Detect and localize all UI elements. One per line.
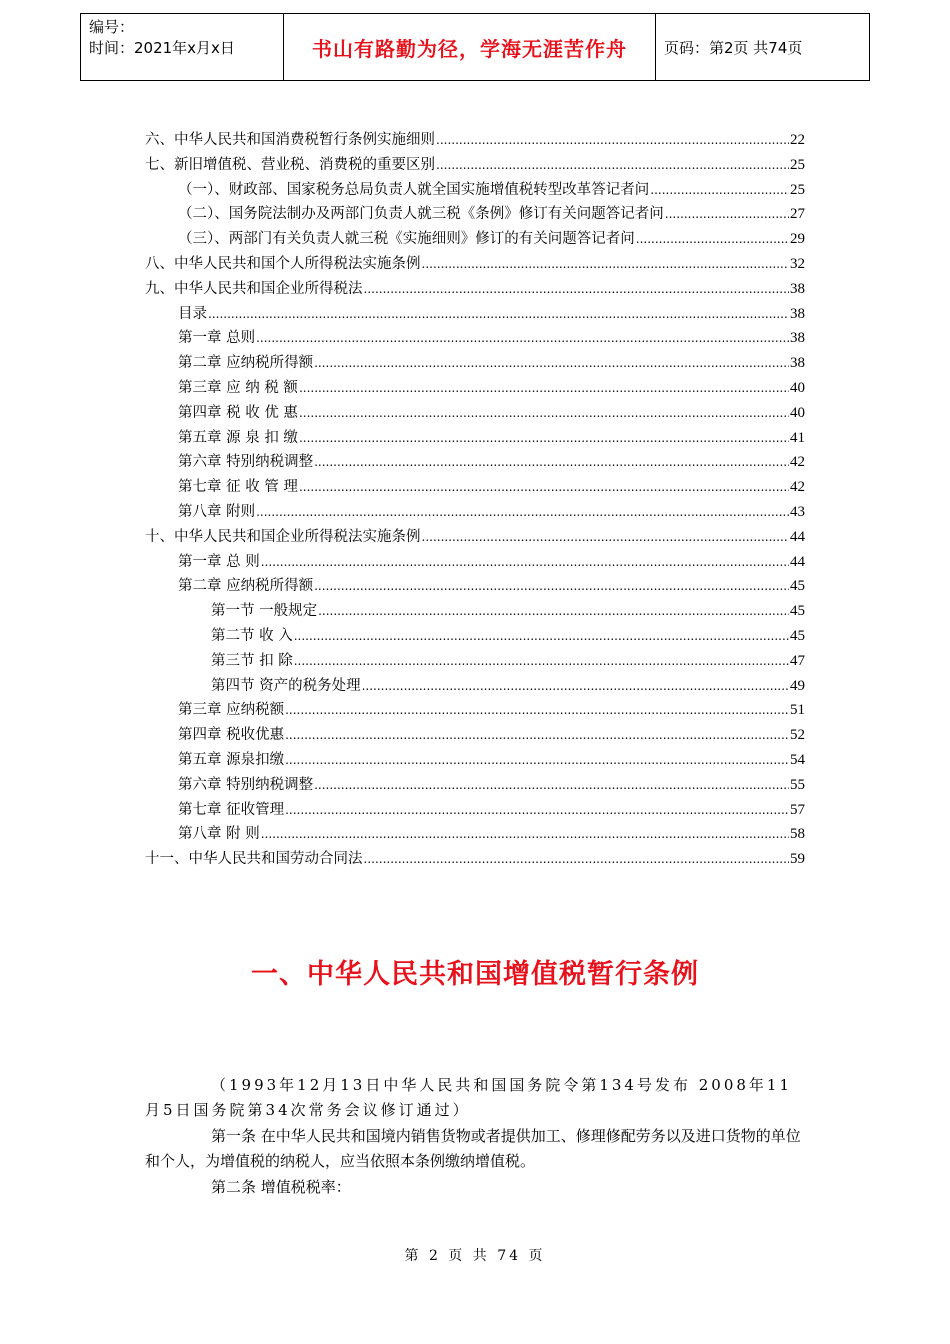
toc-entry-title: 第七章 征 收 管 理 — [178, 479, 298, 496]
toc-leader-dots — [285, 798, 789, 823]
toc-leader-dots — [299, 401, 789, 426]
toc-leader-dots — [636, 227, 789, 252]
toc-entry-page: 32 — [790, 255, 805, 272]
toc-leader-dots — [256, 500, 789, 525]
toc-leader-dots — [256, 326, 789, 351]
toc-entry-title: 第八章 附则 — [178, 503, 256, 520]
toc-leader-dots — [665, 202, 789, 227]
toc-entry-title: （一）、财政部、国家税务总局负责人就全国实施增值税转型改革答记者问 — [178, 181, 650, 198]
toc-leader-dots — [294, 624, 789, 649]
toc-leader-dots — [422, 525, 790, 550]
toc-entry-page: 38 — [790, 355, 805, 372]
toc-entry-page: 40 — [790, 379, 805, 396]
toc-entry-page: 57 — [790, 801, 805, 818]
toc-leader-dots — [261, 550, 789, 575]
toc-entry[interactable] — [145, 525, 805, 550]
toc-entry-title: 第六章 特别纳税调整 — [178, 454, 314, 471]
toc-entry-title: 第七章 征收管理 — [178, 801, 285, 818]
toc-entry-title: 第五章 源泉扣缴 — [178, 751, 285, 768]
toc-leader-dots — [436, 153, 789, 178]
toc-entry-page: 43 — [790, 503, 805, 520]
toc-entry[interactable] — [145, 351, 805, 376]
toc-entry[interactable] — [145, 599, 805, 624]
toc-leader-dots — [314, 351, 789, 376]
toc-entry[interactable] — [145, 227, 805, 252]
toc-entry-page: 40 — [790, 404, 805, 421]
table-of-contents — [145, 128, 805, 872]
time-label: 时间：2021年x月x日 — [89, 39, 235, 57]
toc-entry-title: 第四章 税收优惠 — [178, 727, 285, 744]
toc-leader-dots — [285, 698, 789, 723]
section-title: 一、中华人民共和国增值税暂行条例 — [251, 959, 699, 990]
toc-entry[interactable] — [145, 574, 805, 599]
toc-entry-title: 第一节 一般规定 — [211, 603, 318, 620]
toc-entry[interactable] — [145, 401, 805, 426]
promulgation-note: （1993年12月13日中华人民共和国国务院令第134号发布 2008年11月5日国务院第34次常务会议修订通过） — [145, 1076, 793, 1119]
toc-entry[interactable] — [145, 153, 805, 178]
toc-entry-title: 九、中华人民共和国企业所得税法 — [145, 280, 363, 297]
page-footer: 第 2 页 共 74 页 — [404, 1248, 546, 1264]
toc-leader-dots — [294, 649, 789, 674]
toc-entry-title: 第三节 扣 除 — [211, 652, 293, 669]
toc-entry-title: 第一章 总则 — [178, 330, 256, 347]
toc-entry-page: 27 — [790, 206, 805, 223]
toc-entry[interactable] — [145, 326, 805, 351]
toc-entry-page: 54 — [790, 751, 805, 768]
toc-leader-dots — [285, 723, 789, 748]
toc-entry-title: 第三章 应 纳 税 额 — [178, 379, 298, 396]
toc-entry[interactable] — [145, 426, 805, 451]
toc-entry-title: 第四节 资产的税务处理 — [211, 677, 361, 694]
toc-leader-dots — [364, 277, 790, 302]
toc-entry-title: 八、中华人民共和国个人所得税法实施条例 — [145, 255, 421, 272]
toc-entry-page: 38 — [790, 305, 805, 322]
toc-entry[interactable] — [145, 178, 805, 203]
toc-entry-page: 58 — [790, 826, 805, 843]
toc-entry[interactable] — [145, 475, 805, 500]
toc-leader-dots — [364, 847, 790, 872]
header-motto: 书山有路勤为径，学海无涯苦作舟 — [284, 14, 656, 80]
toc-entry-page: 51 — [790, 702, 805, 719]
page-header — [80, 13, 870, 81]
toc-entry[interactable] — [145, 798, 805, 823]
toc-leader-dots — [314, 773, 789, 798]
toc-entry-title: 目录 — [178, 305, 207, 322]
toc-entry[interactable] — [145, 302, 805, 327]
toc-leader-dots — [362, 674, 789, 699]
toc-entry-page: 42 — [790, 454, 805, 471]
toc-leader-dots — [650, 178, 789, 203]
toc-entry-page: 38 — [790, 280, 805, 297]
toc-entry-title: 第六章 特别纳税调整 — [178, 776, 314, 793]
toc-entry[interactable] — [145, 674, 805, 699]
toc-entry-page: 45 — [790, 603, 805, 620]
toc-entry-title: 第四章 税 收 优 惠 — [178, 404, 298, 421]
toc-entry-page: 38 — [790, 330, 805, 347]
toc-entry[interactable] — [145, 450, 805, 475]
toc-entry[interactable] — [145, 252, 805, 277]
toc-entry-title: 第二章 应纳税所得额 — [178, 578, 314, 595]
toc-entry-page: 55 — [790, 776, 805, 793]
toc-leader-dots — [299, 376, 789, 401]
toc-leader-dots — [261, 822, 789, 847]
toc-entry-title: 十一、中华人民共和国劳动合同法 — [145, 851, 363, 868]
toc-leader-dots — [318, 599, 789, 624]
toc-entry[interactable] — [145, 376, 805, 401]
toc-entry[interactable] — [145, 748, 805, 773]
toc-entry[interactable] — [145, 128, 805, 153]
toc-entry-page: 25 — [790, 181, 805, 198]
toc-entry-title: 第八章 附 则 — [178, 826, 260, 843]
toc-entry-title: （三）、两部门有关负责人就三税《实施细则》修订的有关问题答记者问 — [178, 231, 635, 248]
toc-entry[interactable] — [145, 624, 805, 649]
toc-entry[interactable] — [145, 822, 805, 847]
toc-leader-dots — [285, 748, 789, 773]
toc-entry[interactable] — [145, 649, 805, 674]
toc-entry-title: 第二章 应纳税所得额 — [178, 355, 314, 372]
toc-entry[interactable] — [145, 698, 805, 723]
article-1: 第一条 在中华人民共和国境内销售货物或者提供加工、修理修配劳务以及进口货物的单位和个人，为增值税的纳税人，应当依照本条例缴纳增值税。 — [145, 1127, 801, 1170]
toc-entry-page: 25 — [790, 156, 805, 173]
toc-entry[interactable] — [145, 723, 805, 748]
toc-entry-page: 44 — [790, 553, 805, 570]
toc-entry-title: 第五章 源 泉 扣 缴 — [178, 429, 298, 446]
toc-entry-page: 47 — [790, 652, 805, 669]
toc-entry-page: 42 — [790, 479, 805, 496]
number-label: 编号： — [89, 18, 135, 36]
toc-entry[interactable] — [145, 773, 805, 798]
article-2: 第二条 增值税税率： — [211, 1178, 351, 1196]
toc-entry[interactable] — [145, 277, 805, 302]
header-meta — [81, 14, 284, 80]
toc-entry-page: 45 — [790, 578, 805, 595]
toc-entry[interactable] — [145, 550, 805, 575]
toc-entry-page: 41 — [790, 429, 805, 446]
toc-entry-title: 第二节 收 入 — [211, 627, 293, 644]
toc-entry[interactable] — [145, 202, 805, 227]
toc-leader-dots — [299, 475, 789, 500]
toc-entry-page: 44 — [790, 528, 805, 545]
toc-entry[interactable] — [145, 500, 805, 525]
toc-entry-page: 22 — [790, 132, 805, 148]
toc-leader-dots — [208, 302, 789, 327]
toc-entry-title: （二）、国务院法制办及两部门负责人就三税《条例》修订有关问题答记者问 — [178, 206, 664, 223]
toc-leader-dots — [314, 574, 789, 599]
toc-leader-dots — [314, 450, 789, 475]
toc-entry-page: 29 — [790, 231, 805, 248]
toc-entry-page: 52 — [790, 727, 805, 744]
toc-entry-title: 第三章 应纳税额 — [178, 702, 285, 719]
toc-entry-page: 49 — [790, 677, 805, 694]
toc-entry-title: 六、中华人民共和国消费税暂行条例实施细则 — [145, 132, 435, 148]
toc-entry-title: 七、新旧增值税、营业税、消费税的重要区别 — [145, 156, 435, 173]
toc-leader-dots — [436, 128, 789, 153]
toc-entry-title: 十、中华人民共和国企业所得税法实施条例 — [145, 528, 421, 545]
toc-entry-title: 第一章 总 则 — [178, 553, 260, 570]
toc-entry-page: 59 — [790, 851, 805, 868]
toc-leader-dots — [299, 426, 789, 451]
toc-entry[interactable] — [145, 847, 805, 872]
header-page-info: 页码：第2页 共74页 — [664, 38, 803, 57]
toc-leader-dots — [422, 252, 790, 277]
toc-entry-page: 45 — [790, 627, 805, 644]
